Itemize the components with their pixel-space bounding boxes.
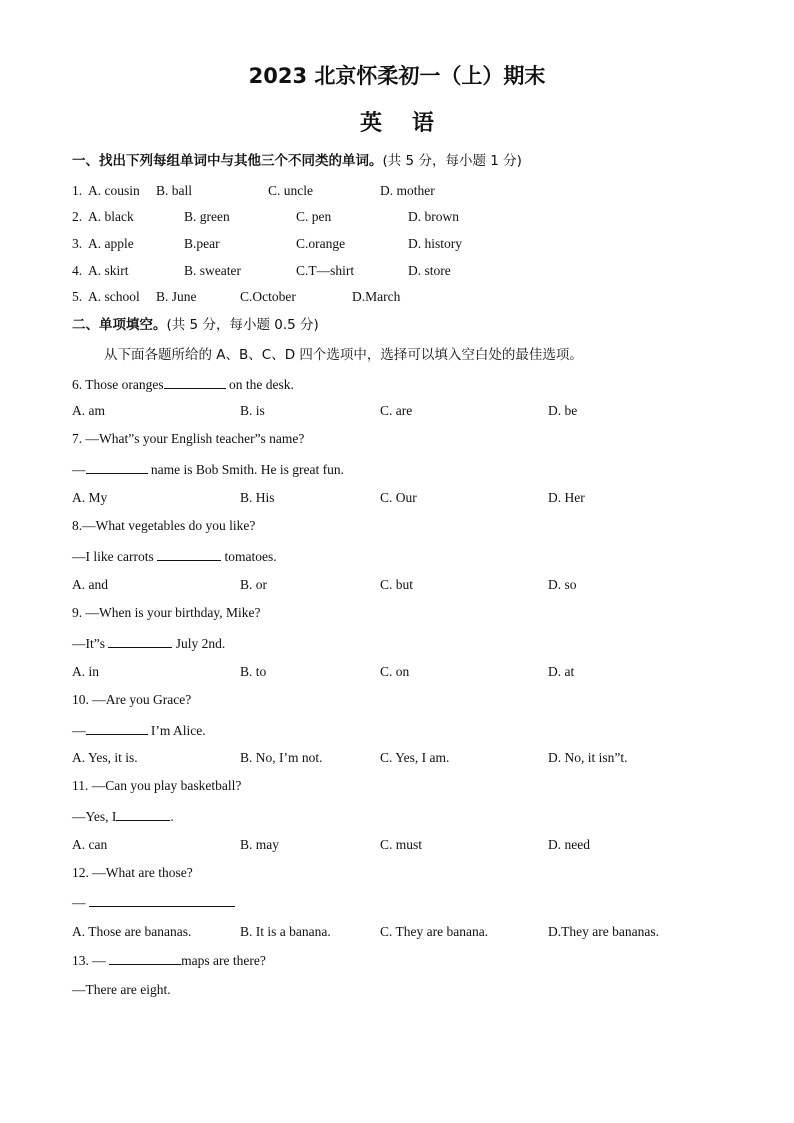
answer-blank	[116, 807, 170, 821]
answer-blank	[157, 547, 221, 561]
option-a: A. Those are bananas.	[72, 924, 192, 939]
section2-header	[72, 316, 319, 334]
option-d: D.They are bananas.	[548, 924, 659, 939]
question-8-stem: 8.—What vegetables do you like?	[72, 518, 256, 533]
question-7-reply: — name is Bob Smith. He is great fun.	[72, 462, 344, 477]
option-a: A. and	[72, 577, 108, 592]
option-b: B. June	[156, 289, 197, 304]
answer-blank	[89, 893, 235, 907]
option-c: C.orange	[296, 236, 346, 251]
item-number: 2.	[72, 209, 83, 224]
option-d: D. so	[548, 577, 577, 592]
option-a: A. apple	[88, 236, 134, 251]
option-a: A. in	[72, 664, 99, 679]
item-number: 1.	[72, 183, 83, 198]
option-b: B. sweater	[184, 263, 241, 278]
option-a: A. Yes, it is.	[72, 750, 138, 765]
option-c: C. must	[380, 837, 423, 852]
option-d: D. mother	[380, 183, 435, 198]
question-11-reply: —Yes, I .	[72, 809, 174, 824]
option-c: C. are	[380, 403, 413, 418]
question-10-reply: — I’m Alice.	[72, 723, 206, 738]
option-c: C. pen	[296, 209, 332, 224]
option-b: B. ball	[156, 183, 192, 198]
item-number: 4.	[72, 263, 83, 278]
option-c: C.T—shirt	[296, 263, 355, 278]
section1-note: (共 5 分，每小题 1 分)	[382, 153, 522, 169]
answer-blank	[86, 460, 148, 474]
option-b: B.pear	[184, 236, 220, 251]
option-b: B. or	[240, 577, 267, 592]
option-d: D. at	[548, 664, 575, 679]
option-d: D. brown	[408, 209, 459, 224]
item-number: 5.	[72, 289, 83, 304]
item-number: 3.	[72, 236, 83, 251]
section1-header	[72, 152, 522, 170]
option-c: C.October	[240, 289, 296, 304]
section2-heading: 二、单项填空。	[72, 317, 167, 333]
option-d: D. history	[408, 236, 462, 251]
question-10-stem: 10. —Are you Grace?	[72, 692, 192, 707]
subject-title: 英语	[359, 111, 464, 136]
option-c: C. uncle	[268, 183, 313, 198]
option-b: B. may	[240, 837, 279, 852]
answer-blank	[109, 951, 181, 965]
option-c: C. They are banana.	[380, 924, 489, 939]
option-a: A. am	[72, 403, 105, 418]
option-a: A. My	[72, 490, 108, 505]
option-d: D.March	[352, 289, 401, 304]
question-7-stem: 7. —What”s your English teacher”s name?	[72, 431, 305, 446]
option-d: D. store	[408, 263, 451, 278]
answer-blank	[108, 634, 172, 648]
option-a: A. black	[88, 209, 134, 224]
question-13-reply: —There are eight.	[72, 982, 171, 997]
option-b: B. green	[184, 209, 230, 224]
answer-blank	[86, 721, 148, 735]
option-c: C. on	[380, 664, 410, 679]
option-b: B. It is a banana.	[240, 924, 331, 939]
question-12-reply: —	[72, 893, 235, 912]
question-11-stem: 11. —Can you play basketball?	[72, 778, 242, 793]
question-12-stem: 12. —What are those?	[72, 865, 193, 880]
answer-blank	[164, 375, 226, 389]
option-a: A. cousin	[88, 183, 140, 198]
option-b: B. to	[240, 664, 267, 679]
option-a: A. skirt	[88, 263, 129, 278]
option-a: A. school	[88, 289, 140, 304]
exam-title: 2023 北京怀柔初一（上）期末	[248, 64, 546, 88]
question-13-stem: 13. — maps are there?	[72, 953, 266, 968]
section1-heading: 一、找出下列每组单词中与其他三个不同类的单词。	[72, 153, 383, 169]
question-6-stem: 6. Those oranges on the desk.	[72, 377, 294, 392]
question-8-reply: —I like carrots tomatoes.	[72, 549, 277, 564]
option-c: C. Yes, I am.	[380, 750, 450, 765]
section2-note: (共 5 分，每小题 0.5 分)	[166, 317, 319, 333]
option-c: C. but	[380, 577, 414, 592]
section2-instruction: 从下面各题所给的 A、B、C、D 四个选项中，选择可以填入空白处的最佳选项。	[104, 347, 583, 363]
option-d: D. need	[548, 837, 590, 852]
option-d: D. be	[548, 403, 578, 418]
option-c: C. Our	[380, 490, 417, 505]
option-b: B. No, I’m not.	[240, 750, 323, 765]
option-b: B. is	[240, 403, 265, 418]
option-b: B. His	[240, 490, 275, 505]
option-d: D. Her	[548, 490, 585, 505]
option-a: A. can	[72, 837, 108, 852]
question-9-reply: —It”s July 2nd.	[72, 636, 226, 651]
question-9-stem: 9. —When is your birthday, Mike?	[72, 605, 261, 620]
option-d: D. No, it isn”t.	[548, 750, 628, 765]
